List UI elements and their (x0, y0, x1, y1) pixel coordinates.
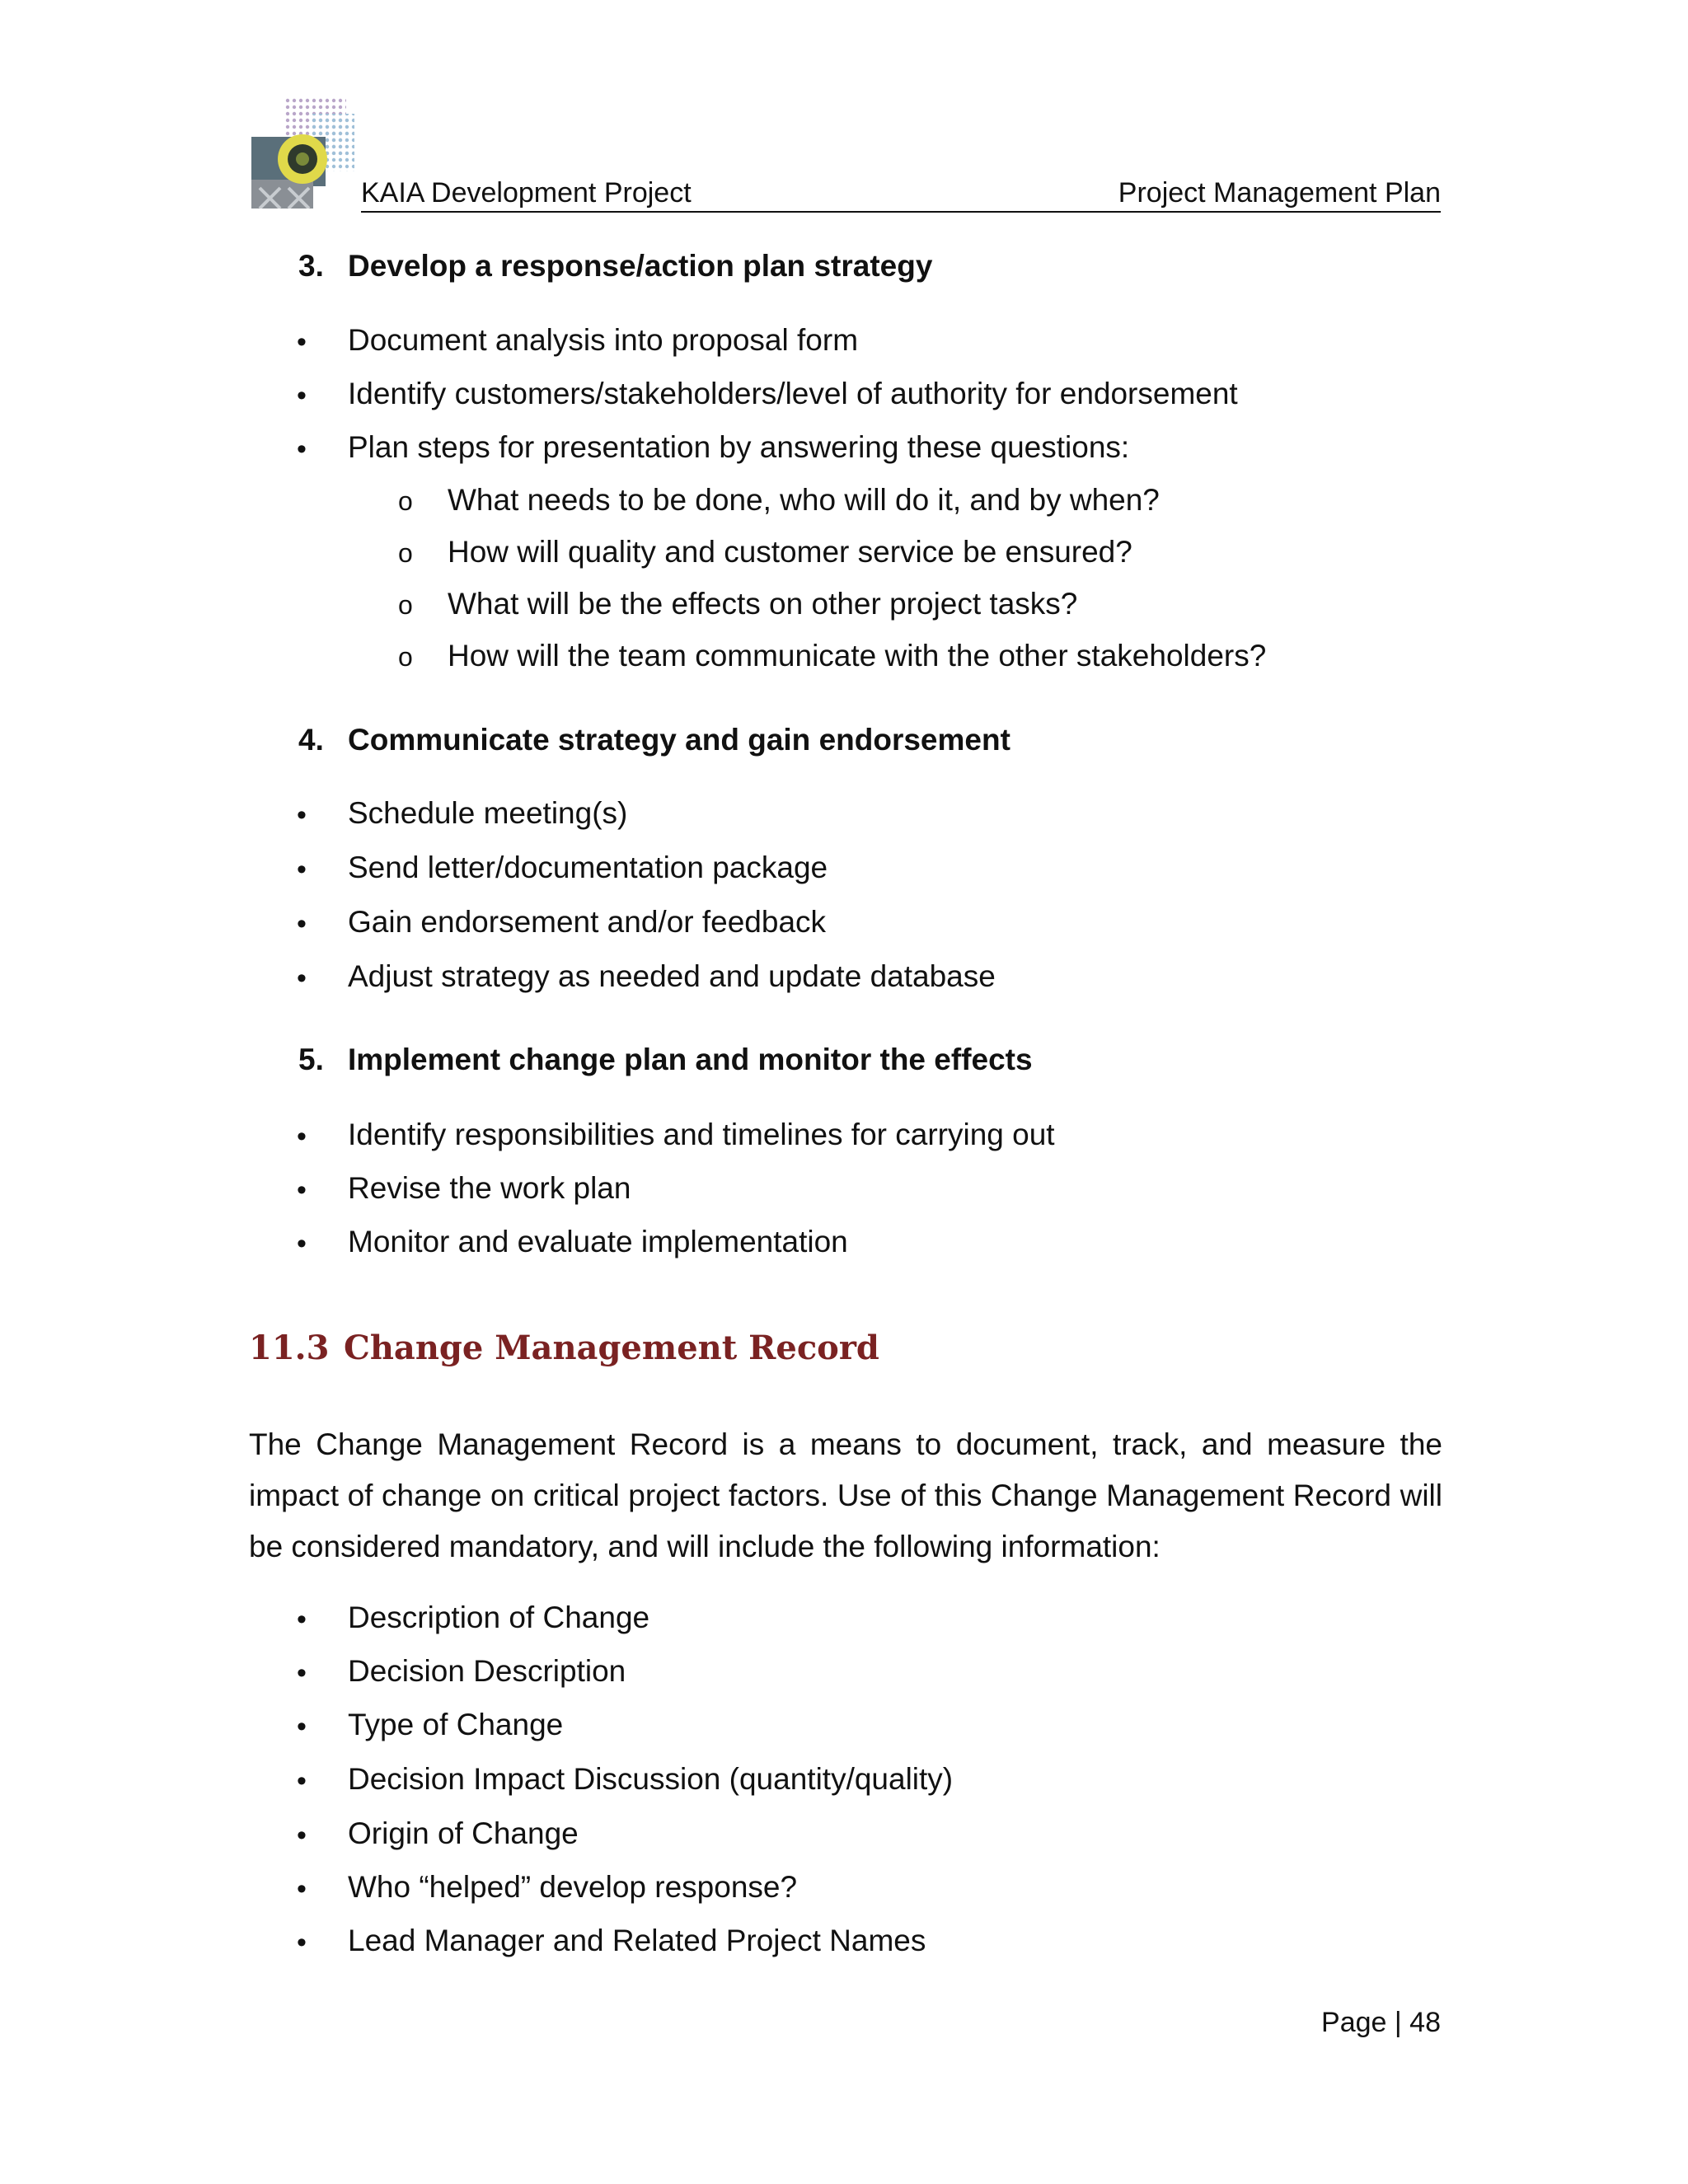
bullet-icon: • (297, 908, 307, 940)
sub-bullet-icon: o (398, 486, 413, 516)
list-item: Origin of Change (348, 1816, 579, 1850)
bullet-icon: • (297, 963, 307, 994)
bullet-icon: • (297, 1765, 307, 1797)
step-4-number: 4. (298, 723, 324, 757)
sub-list-item: How will quality and customer service be ensured? (448, 535, 1132, 569)
bullet-icon: • (297, 1657, 307, 1689)
bullet-icon: • (297, 1604, 307, 1635)
sub-bullet-icon: o (398, 642, 413, 672)
bullet-icon: • (297, 799, 307, 831)
list-item: Gain endorsement and/or feedback (348, 905, 827, 939)
step-3-title: Develop a response/action plan strategy (348, 249, 933, 283)
sub-list-item: What will be the effects on other project tasks? (448, 587, 1078, 621)
list-item: Who “helped” develop response? (348, 1870, 798, 1904)
step-5-number: 5. (298, 1043, 324, 1076)
bullet-icon: • (297, 434, 307, 465)
bullet-icon: • (297, 1873, 307, 1905)
sub-list-item: How will the team communicate with the other stakeholders? (448, 639, 1267, 673)
list-item: Document analysis into proposal form (348, 323, 859, 357)
sub-bullet-icon: o (398, 538, 413, 568)
kaia-logo-icon (251, 97, 359, 209)
header-divider (361, 211, 1441, 213)
bullet-icon: • (297, 1711, 307, 1742)
list-item: Monitor and evaluate implementation (348, 1225, 848, 1258)
list-item: Revise the work plan (348, 1171, 631, 1205)
section-paragraph: The Change Management Record is a means to document, track, and measure the impact of change on critical project factors. Use of this Change Management Record will be considered mandatory, and will include the following information: (249, 1427, 1442, 1563)
header-project-name: KAIA Development Project (361, 177, 692, 209)
page-number: Page | 48 (1321, 2007, 1441, 2038)
list-item: Schedule meeting(s) (348, 796, 628, 830)
list-item: Type of Change (348, 1708, 564, 1741)
list-item: Plan steps for presentation by answering these questions: (348, 430, 1130, 464)
step-5-title: Implement change plan and monitor the effects (348, 1043, 1033, 1076)
bullet-icon: • (297, 854, 307, 885)
list-item: Adjust strategy as needed and update database (348, 959, 996, 993)
section-number: 11.3 (249, 1329, 330, 1367)
bullet-icon: • (297, 1820, 307, 1851)
list-item: Lead Manager and Related Project Names (348, 1924, 926, 1957)
list-item: Decision Description (348, 1654, 626, 1688)
list-item: Decision Impact Discussion (quantity/quality) (348, 1762, 954, 1796)
bullet-icon: • (297, 1174, 307, 1206)
step-4-title: Communicate strategy and gain endorsement (348, 723, 1010, 757)
list-item: Identify responsibilities and timelines for carrying out (348, 1118, 1055, 1151)
header-document-title: Project Management Plan (1118, 177, 1441, 209)
section-heading (249, 1329, 879, 1367)
bullet-icon: • (297, 380, 307, 411)
list-item: Description of Change (348, 1601, 650, 1634)
step-3-number: 3. (298, 249, 324, 283)
bullet-icon: • (297, 1121, 307, 1152)
list-item: Send letter/documentation package (348, 851, 828, 884)
sub-list-item: What needs to be done, who will do it, and by when? (448, 483, 1160, 517)
bullet-icon: • (297, 326, 307, 358)
list-item: Identify customers/stakeholders/level of authority for endorsement (348, 377, 1238, 410)
sub-bullet-icon: o (398, 590, 413, 620)
bullet-icon: • (297, 1927, 307, 1958)
bullet-icon: • (297, 1228, 307, 1259)
section-title-text: Change Management Record (344, 1329, 879, 1367)
